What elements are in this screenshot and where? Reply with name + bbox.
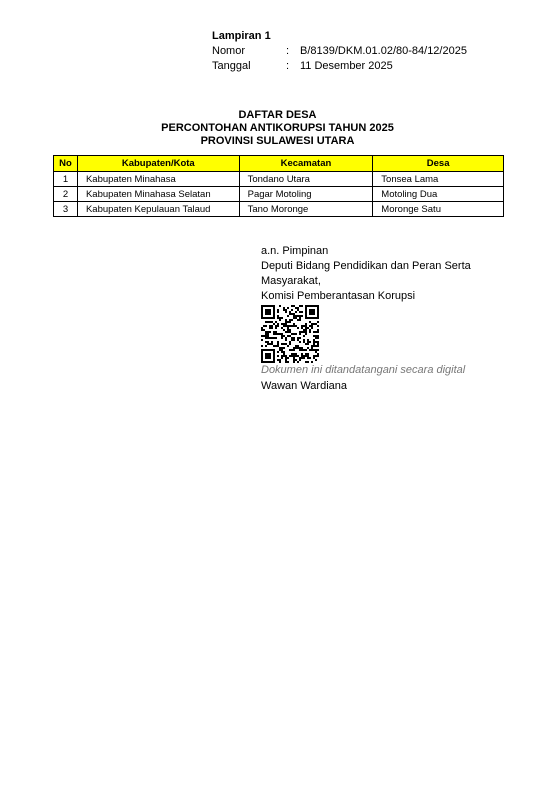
table-row [54,187,504,202]
cell-no: 1 [54,172,78,187]
village-table [53,155,504,217]
qr-code-icon [261,305,319,363]
cell-no: 3 [54,202,78,217]
signature-line-4: Komisi Pemberantasan Korupsi [261,290,416,302]
header-village: Desa [373,156,504,172]
cell-village: Moronge Satu [373,202,504,217]
attachment-title: Lampiran 1 [212,30,271,42]
signature-line-2: Deputi Bidang Pendidikan dan Peran Serta [261,260,471,272]
number-row [212,44,467,59]
cell-regency: Kabupaten Kepulauan Talaud [77,202,239,217]
cell-district: Pagar Motoling [239,187,373,202]
digital-signature-note: Dokumen ini ditandatangani secara digital [261,364,466,376]
table-row [54,172,504,187]
cell-district: Tano Moronge [239,202,373,217]
date-row [212,59,467,74]
cell-no: 2 [54,187,78,202]
date-label: Tanggal [212,60,251,72]
number-colon: : [286,45,290,57]
table-header-row [54,156,504,172]
attachment-header [212,30,467,74]
date-value: 11 Desember 2025 [300,60,393,72]
number-value: B/8139/DKM.01.02/80-84/12/2025 [300,45,467,57]
header-regency: Kabupaten/Kota [77,156,239,172]
cell-district: Tondano Utara [239,172,373,187]
cell-village: Motoling Dua [373,187,504,202]
header-district: Kecamatan [239,156,373,172]
title-line-3: PROVINSI SULAWESI UTARA [200,135,355,147]
document-title [0,109,555,148]
signature-line-1: a.n. Pimpinan [261,245,329,257]
header-no: No [54,156,78,172]
signature-line-3: Masyarakat, [261,275,321,287]
date-colon: : [286,60,290,72]
title-line-1: DAFTAR DESA [238,109,317,121]
signature-block [261,244,471,304]
table-row [54,202,504,217]
number-label: Nomor [212,45,246,57]
title-line-2: PERCONTOHAN ANTIKORUPSI TAHUN 2025 [161,122,394,134]
signer-name: Wawan Wardiana [261,380,347,392]
cell-village: Tonsea Lama [373,172,504,187]
cell-regency: Kabupaten Minahasa Selatan [77,187,239,202]
cell-regency: Kabupaten Minahasa [77,172,239,187]
